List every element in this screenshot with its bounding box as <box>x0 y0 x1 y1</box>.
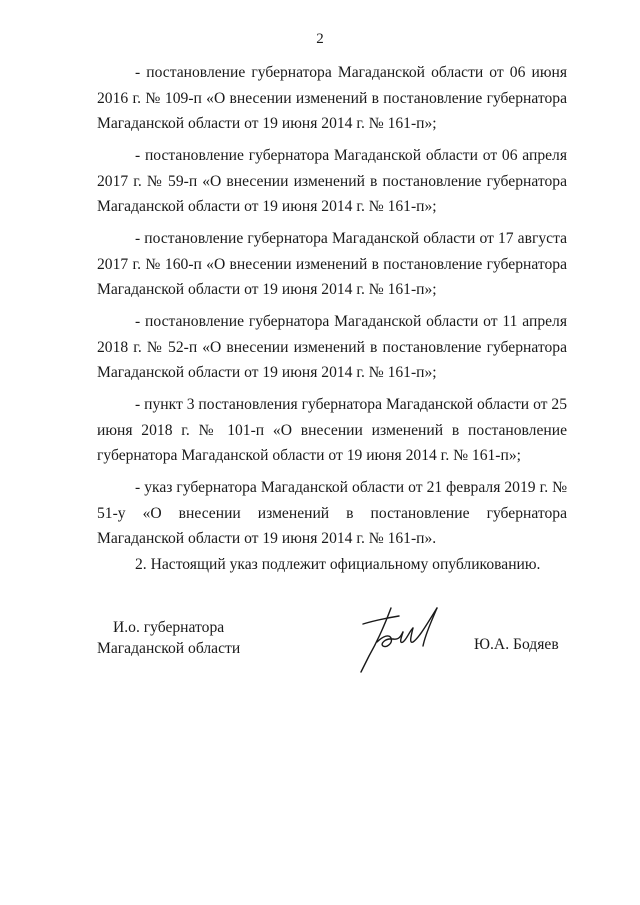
amendments-list <box>97 60 567 558</box>
list-item: - постановление губернатора Магаданской области от 06 июня 2016 г. № 109-п «О внесении изменений в постановление губернатора Магаданской области от 19 июня 2014 г. № 161-п»; <box>97 64 567 132</box>
signer-title-line1: И.о. губернатора <box>113 619 225 636</box>
list-item: - постановление губернатора Магаданской области от 11 апреля 2018 г. № 52-п «О внесении изменений в постановление губернатора Магаданской области от 19 июня 2014 г. № 161-п»; <box>97 313 567 381</box>
signer-title <box>97 618 240 659</box>
signer-name: Ю.А. Бодяев <box>474 636 559 653</box>
list-item: - пункт 3 постановления губернатора Магаданской области от 25 июня 2018 г. № 101-п «О внесении изменений в постановление губернатора Магаданской области от 19 июня 2014 г. № 161-п»; <box>97 396 567 464</box>
publication-clause: 2. Настоящий указ подлежит официальному опубликованию. <box>135 555 541 573</box>
page-number: 2 <box>316 31 324 47</box>
handwritten-signature-icon <box>347 602 447 674</box>
signer-title-line2: Магаданской области <box>97 639 241 657</box>
list-item: - указ губернатора Магаданской области от 21 февраля 2019 г. № 51-у «О внесении изменений в постановление губернатора Магаданской области от 19 июня 2014 г. № 161-п». <box>97 479 567 547</box>
list-item: - постановление губернатора Магаданской области от 17 августа 2017 г. № 160-п «О внесении изменений в постановление губернатора Магаданской области от 19 июня 2014 г. № 161-п»; <box>97 230 567 298</box>
list-item: - постановление губернатора Магаданской области от 06 апреля 2017 г. № 59-п «О внесении изменений в постановление губернатора Магаданской области от 19 июня 2014 г. № 161-п»; <box>97 147 567 215</box>
